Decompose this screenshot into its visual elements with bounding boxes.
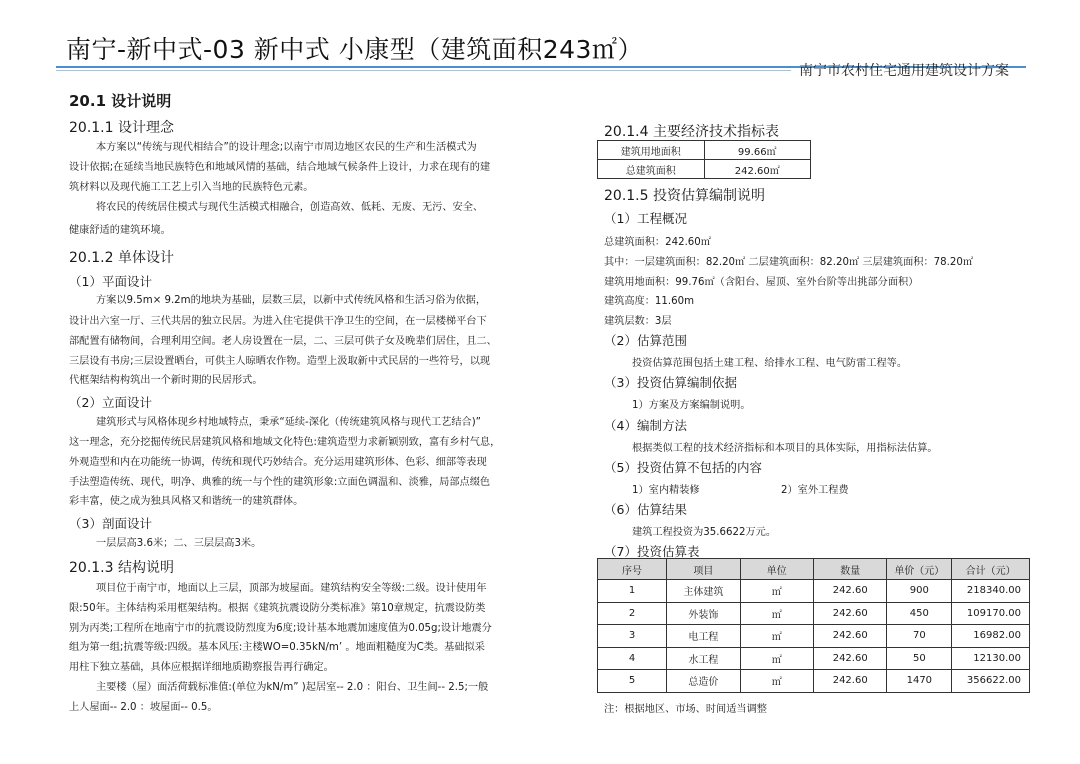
cell-unit: ㎡ bbox=[740, 625, 813, 648]
cell-unit: ㎡ bbox=[740, 670, 813, 693]
method-heading: （4）编制方法 bbox=[604, 418, 687, 433]
header-divider-thin bbox=[56, 70, 791, 71]
cell-quantity: 242.60 bbox=[813, 580, 886, 603]
cell-item: 主体建筑 bbox=[667, 580, 740, 603]
overview-heading: （1）工程概况 bbox=[604, 211, 687, 226]
overview-line-2: 其中：一层建筑面积：82.20㎡ 二层建筑面积：82.20㎡ 三层建筑面积：78.20㎡ bbox=[604, 257, 974, 268]
table-row bbox=[598, 141, 811, 160]
elevation-line-1: 建筑形式与风格体现乡村地域特点，秉承“延续-深化（传统建筑风格与现代工艺结合)” bbox=[96, 417, 481, 428]
elevation-heading: （2）立面设计 bbox=[69, 395, 152, 410]
structure-line-6: 主要楼（屋）面活荷载标准值:(单位为kN/m” )起居室-- 2.0 ：阳台、卫生间-- 2.5;一般 bbox=[96, 682, 489, 693]
cell-quantity: 242.60 bbox=[813, 670, 886, 693]
elevation-line-2: 这一理念，充分挖掘传统民居建筑风格和地域文化特色:建筑造型力求新颖别致，富有乡村气息， bbox=[69, 437, 501, 448]
structure-line-5: 用柱下独立基础，具体应根据详细地质勘察报告再行确定。 bbox=[69, 662, 334, 673]
table-row bbox=[598, 160, 811, 179]
cell-unit-price: 50 bbox=[887, 647, 952, 670]
table-header-row bbox=[598, 559, 1030, 580]
plan-heading: （1）平面设计 bbox=[69, 274, 152, 289]
column-header: 数量 bbox=[813, 559, 886, 580]
cell-unit: ㎡ bbox=[740, 647, 813, 670]
structure-line-1: 项目位于南宁市，地面以上三层，顶部为坡屋面。建筑结构安全等级:二级。设计使用年 bbox=[96, 583, 487, 594]
indicator-label: 建筑用地面积 bbox=[598, 141, 705, 160]
cell-quantity: 242.60 bbox=[813, 647, 886, 670]
indicator-table bbox=[597, 140, 811, 179]
column-header: 合计（元） bbox=[952, 559, 1030, 580]
cell-index: 1 bbox=[598, 580, 667, 603]
cell-index: 3 bbox=[598, 625, 667, 648]
cell-total: 218340.00 bbox=[952, 580, 1030, 603]
cell-unit: ㎡ bbox=[740, 602, 813, 625]
cell-total: 12130.00 bbox=[952, 647, 1030, 670]
cell-total: 356622.00 bbox=[952, 670, 1030, 693]
cell-unit-price: 1470 bbox=[887, 670, 952, 693]
table-row bbox=[598, 625, 1030, 648]
cell-unit-price: 70 bbox=[887, 625, 952, 648]
structure-line-2: 限:50年。主体结构采用框架结构。根据《建筑抗震设防分类标准》第10章规定，抗震设防类 bbox=[69, 603, 486, 614]
cell-quantity: 242.60 bbox=[813, 625, 886, 648]
indicator-value: 99.66㎡ bbox=[704, 141, 811, 160]
cell-index: 2 bbox=[598, 602, 667, 625]
column-header: 单价（元） bbox=[887, 559, 952, 580]
plan-line-5: 代框架结构构筑出一个新时期的民居形式。 bbox=[69, 375, 263, 386]
cell-unit-price: 450 bbox=[887, 602, 952, 625]
cell-total: 16982.00 bbox=[952, 625, 1030, 648]
cell-total: 109170.00 bbox=[952, 602, 1030, 625]
cell-item: 电工程 bbox=[667, 625, 740, 648]
scope-line-1: 投资估算范围包括土建工程、给排水工程、电气防雷工程等。 bbox=[632, 358, 908, 369]
structure-line-7: 上人屋面-- 2.0 ：坡屋面-- 0.5。 bbox=[69, 702, 218, 713]
excluded-item-2: 2）室外工程费 bbox=[781, 485, 849, 496]
section-design-heading: （3）剖面设计 bbox=[69, 516, 152, 531]
cell-item: 水工程 bbox=[667, 647, 740, 670]
structure-line-4: 组为第一组;抗震等级:四级。基本风压:主楼WO=0.35kN/m’ 。地面粗糙度为C类。基础拟采 bbox=[69, 642, 485, 653]
indicator-value: 242.60㎡ bbox=[704, 160, 811, 179]
elevation-line-5: 彩丰富，使之成为独具风格又和谐统一的建筑群体。 bbox=[69, 496, 304, 507]
table-row bbox=[598, 670, 1030, 693]
cell-unit: ㎡ bbox=[740, 580, 813, 603]
table-row bbox=[598, 602, 1030, 625]
overview-line-3: 建筑用地面积：99.76㎡（含阳台、屋顶、室外台阶等出挑部分面积） bbox=[604, 277, 919, 288]
basis-heading: （3）投资估算编制依据 bbox=[604, 375, 737, 390]
cell-unit-price: 900 bbox=[887, 580, 952, 603]
concept-line-2: 设计依据;在延续当地民族特色和地域风情的基础，结合地域气候条件上设计，力求在现有的建 bbox=[69, 162, 491, 173]
concept-line-5: 健康舒适的建筑环境。 bbox=[69, 225, 171, 236]
concept-line-3: 筑材料以及现代施工工艺上引入当地的民族特色元素。 bbox=[69, 182, 314, 193]
excluded-heading: （5）投资估算不包括的内容 bbox=[604, 460, 762, 475]
column-header: 单位 bbox=[740, 559, 813, 580]
basis-line-1: 1）方案及方案编制说明。 bbox=[632, 400, 751, 411]
elevation-line-3: 外观造型和内在功能统一协调，传统和现代巧妙结合。充分运用建筑形体、色彩、细部等表现 bbox=[69, 457, 487, 468]
scope-heading: （2）估算范围 bbox=[604, 333, 687, 348]
structure-line-3: 别为丙类;工程所在地南宁市的抗震设防烈度为6度;设计基本地震加速度值为0.05g;设计地震分 bbox=[69, 623, 492, 634]
structure-heading: 20.1.3 结构说明 bbox=[69, 560, 174, 576]
table-row bbox=[598, 647, 1030, 670]
table-note: 注：根据地区、市场、时间适当调整 bbox=[604, 704, 767, 715]
cell-item: 总造价 bbox=[667, 670, 740, 693]
plan-line-1: 方案以9.5m× 9.2m的地块为基础，层数三层，以新中式传统风格和生活习俗为依据， bbox=[96, 295, 487, 306]
section-heading: 20.1 设计说明 bbox=[69, 92, 172, 110]
result-line-1: 建筑工程投资为35.6622万元。 bbox=[632, 527, 777, 538]
cell-item: 外装饰 bbox=[667, 602, 740, 625]
excluded-item-1: 1）室内精装修 bbox=[632, 485, 700, 496]
method-line-1: 根据类似工程的技术经济指标和本项目的具体实际，用指标法估算。 bbox=[632, 443, 938, 454]
estimate-table-heading: （7）投资估算表 bbox=[604, 544, 700, 559]
plan-line-3: 部配置有储物间，合理利用空间。老人房设置在一层，二、三层可供子女及晚辈们居住，且二、 bbox=[69, 336, 497, 347]
section-design-line-1: 一层层高3.6米；二、三层层高3米。 bbox=[96, 538, 262, 549]
document-title: 南宁-新中式-03 新中式 小康型（建筑面积243㎡） bbox=[66, 35, 643, 64]
result-heading: （6）估算结果 bbox=[604, 502, 687, 517]
overview-line-1: 总建筑面积：242.60㎡ bbox=[604, 237, 711, 248]
estimate-table bbox=[597, 558, 1030, 693]
concept-line-1: 本方案以“传统与现代相结合”的设计理念;以南宁市周边地区农民的生产和生活模式为 bbox=[96, 142, 477, 153]
concept-heading: 20.1.1 设计理念 bbox=[69, 120, 174, 136]
column-header: 序号 bbox=[598, 559, 667, 580]
table-row bbox=[598, 580, 1030, 603]
document-subtitle: 南宁市农村住宅通用建筑设计方案 bbox=[799, 63, 1009, 79]
plan-line-2: 设计出六室一厅、三代共居的独立民居。为进入住宅提供干净卫生的空间，在一层楼梯平台下 bbox=[69, 316, 487, 327]
concept-line-4: 将农民的传统居住模式与现代生活模式相融合，创造高效、低耗、无废、无污、安全、 bbox=[96, 202, 484, 213]
overview-line-5: 建筑层数：3层 bbox=[604, 316, 672, 327]
elevation-line-4: 手法塑造传统、现代，明净、典雅的统一与个性的建筑形象:立面色调温和、淡雅，局部点缀色 bbox=[69, 477, 491, 488]
cell-index: 4 bbox=[598, 647, 667, 670]
cell-quantity: 242.60 bbox=[813, 602, 886, 625]
indicators-heading: 20.1.4 主要经济技术指标表 bbox=[604, 124, 779, 140]
overview-line-4: 建筑高度：11.60m bbox=[604, 296, 695, 307]
unit-heading: 20.1.2 单体设计 bbox=[69, 250, 174, 266]
investment-heading: 20.1.5 投资估算编制说明 bbox=[604, 188, 765, 204]
plan-line-4: 三层设有书房;三层设置晒台，可供主人晾晒农作物。造型上汲取新中式民居的一些符号，以现 bbox=[69, 356, 491, 367]
indicator-label: 总建筑面积 bbox=[598, 160, 705, 179]
cell-index: 5 bbox=[598, 670, 667, 693]
column-header: 项目 bbox=[667, 559, 740, 580]
